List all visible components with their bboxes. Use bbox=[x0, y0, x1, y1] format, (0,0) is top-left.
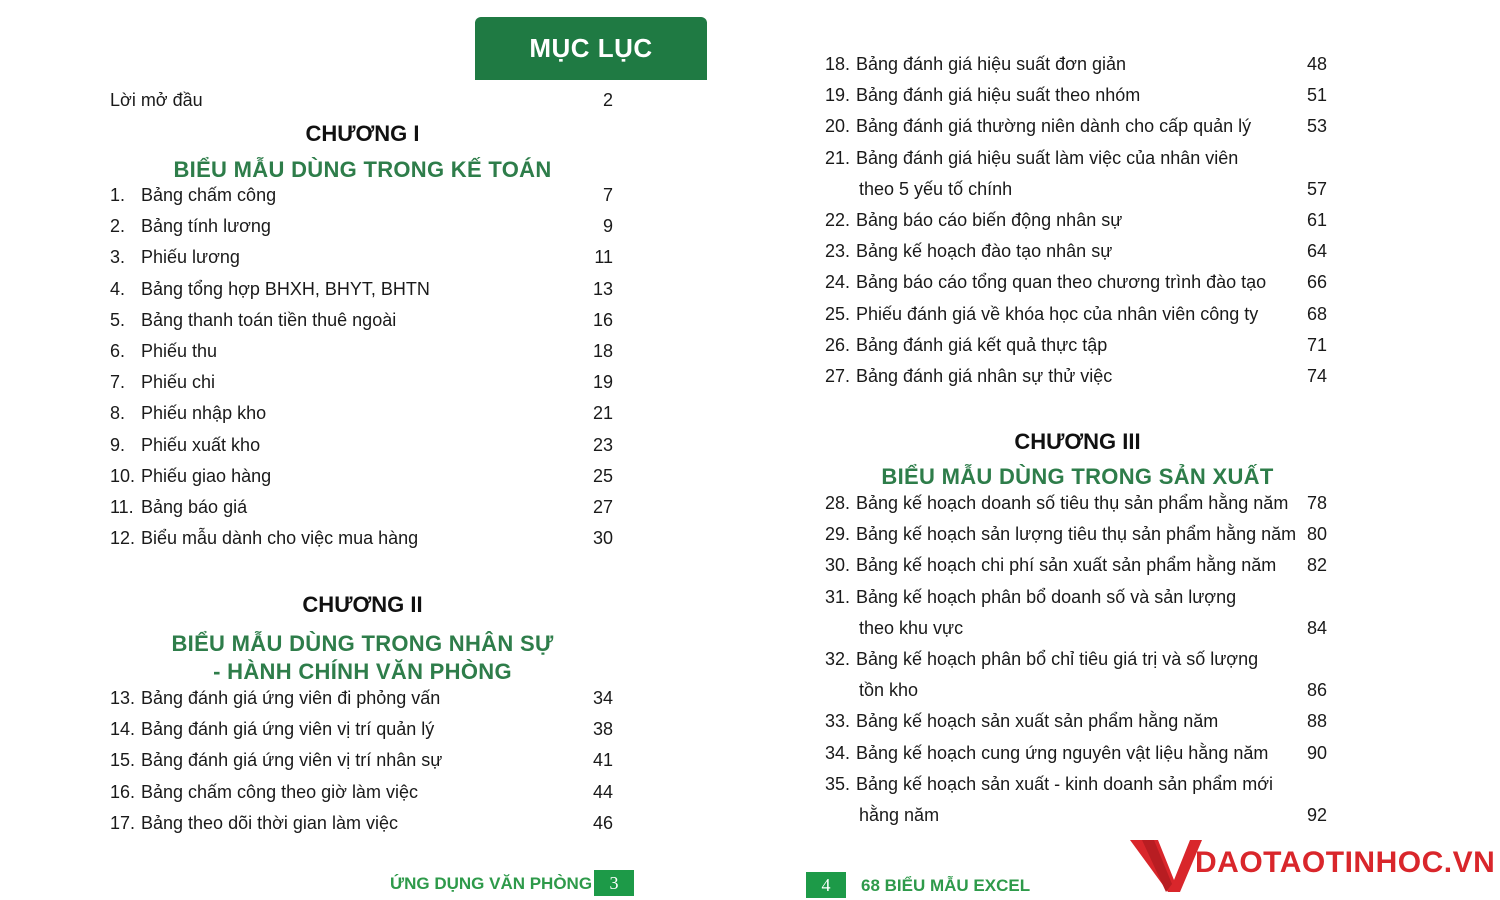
toc-item-page: 27 bbox=[592, 497, 613, 517]
toc-item-page: 61 bbox=[1306, 210, 1327, 230]
toc-item-number: 22. bbox=[825, 210, 851, 230]
toc-item-number: 25. bbox=[825, 303, 851, 324]
toc-item-title: Biểu mẫu dành cho việc mua hàng bbox=[141, 528, 419, 549]
toc-item-title: Bảng kế hoạch doanh số tiêu thụ sản phẩm hằng năm bbox=[856, 493, 1289, 513]
chapter1-subtitle: BIỂU MẪU DÙNG TRONG KẾ TOÁN bbox=[173, 157, 552, 182]
toc-item-title: Bảng kế hoạch chi phí sản xuất sản phẩm hằng năm bbox=[856, 555, 1277, 576]
toc-title: MỤC LỤC bbox=[475, 17, 707, 80]
toc-item-number: 6. bbox=[110, 341, 126, 361]
chapter2-subtitle-line2: - HÀNH CHÍNH VĂN PHÒNG bbox=[213, 659, 512, 684]
toc-item-continuation: theo khu vực bbox=[859, 617, 964, 638]
intro-label: Lời mở đầu bbox=[110, 90, 203, 110]
toc-item-number: 27. bbox=[825, 366, 851, 386]
toc-item-page: 34 bbox=[592, 688, 613, 708]
toc-item-title: Bảng báo cáo tổng quan theo chương trình đào tạo bbox=[856, 272, 1267, 293]
toc-item-number: 35. bbox=[825, 773, 851, 794]
toc-item-page: 38 bbox=[592, 719, 613, 740]
toc-item-page: 18 bbox=[592, 341, 613, 361]
chapter3-heading: CHƯƠNG III bbox=[1014, 429, 1141, 454]
toc-item-title: Bảng đánh giá kết quả thực tập bbox=[856, 334, 1108, 355]
toc-item-page: 68 bbox=[1306, 303, 1327, 324]
toc-item-number: 33. bbox=[825, 711, 851, 732]
toc-item-number: 18. bbox=[825, 54, 851, 74]
toc-item-page: 53 bbox=[1306, 116, 1327, 137]
toc-item-title: Bảng đánh giá hiệu suất làm việc của nhân viên bbox=[856, 147, 1239, 168]
toc-item-page: 9 bbox=[602, 216, 613, 237]
toc-item-title: Bảng tổng hợp BHXH, BHYT, BHTN bbox=[141, 278, 430, 299]
footer-left-text: ỨNG DỤNG VĂN PHÒNG bbox=[390, 874, 593, 893]
toc-item-number: 23. bbox=[825, 241, 851, 262]
chapter2-subtitle-line1: BIỂU MẪU DÙNG TRONG NHÂN SỰ bbox=[171, 631, 554, 656]
toc-item-title: Bảng đánh giá ứng viên vị trí quản lý bbox=[141, 719, 435, 740]
toc-item-title: Bảng báo cáo biến động nhân sự bbox=[856, 210, 1123, 230]
toc-item-page: 19 bbox=[592, 372, 613, 393]
toc-item-page: 41 bbox=[592, 750, 613, 771]
toc-item-title: Bảng đánh giá ứng viên vị trí nhân sự bbox=[141, 750, 443, 771]
toc-item-title: Bảng kế hoạch sản xuất sản phẩm hằng năm bbox=[856, 711, 1219, 732]
toc-item-title: Bảng đánh giá thường niên dành cho cấp quản lý bbox=[856, 116, 1252, 137]
chapter1-heading: CHƯƠNG I bbox=[305, 121, 420, 146]
toc-item-title: Bảng kế hoạch cung ứng nguyên vật liệu hằng năm bbox=[856, 742, 1269, 763]
toc-item-title: Bảng đánh giá nhân sự thử việc bbox=[856, 366, 1113, 386]
toc-item-title: Bảng thanh toán tiền thuê ngoài bbox=[141, 309, 397, 330]
toc-item-page: 48 bbox=[1306, 54, 1327, 74]
toc-item-page: 90 bbox=[1306, 742, 1327, 763]
toc-item-page: 88 bbox=[1306, 711, 1327, 732]
footer-left-page: 3 bbox=[594, 870, 634, 896]
toc-item-page: 84 bbox=[1306, 617, 1327, 638]
logo-text: DAOTAOTINHOC.VN bbox=[1195, 846, 1496, 879]
toc-item-number: 5. bbox=[110, 309, 126, 330]
toc-item-number: 9. bbox=[110, 434, 126, 455]
toc-item-number: 19. bbox=[825, 85, 851, 106]
toc-item-title: Bảng đánh giá hiệu suất đơn giản bbox=[856, 54, 1127, 74]
toc-item-page: 57 bbox=[1306, 178, 1327, 199]
toc-item-title: Bảng tính lương bbox=[141, 216, 271, 237]
toc-item-page: 51 bbox=[1306, 85, 1327, 106]
toc-item-number: 3. bbox=[110, 247, 126, 268]
chapter3-subtitle: BIỂU MẪU DÙNG TRONG SẢN XUẤT bbox=[881, 464, 1274, 489]
footer-right-page: 4 bbox=[806, 872, 846, 898]
toc-item-title: Bảng kế hoạch đào tạo nhân sự bbox=[856, 241, 1113, 262]
toc-item-title: Phiếu đánh giá về khóa học của nhân viên công ty bbox=[856, 303, 1259, 324]
toc-item-page: 21 bbox=[592, 403, 613, 424]
toc-item-number: 16. bbox=[110, 781, 136, 802]
toc-item-number: 2. bbox=[110, 216, 126, 237]
toc-item-number: 24. bbox=[825, 272, 851, 293]
toc-item-number: 10. bbox=[110, 465, 136, 486]
toc-item-title: Phiếu chi bbox=[141, 372, 216, 393]
toc-item-title: Phiếu xuất kho bbox=[141, 434, 261, 455]
toc-item-title: Bảng theo dõi thời gian làm việc bbox=[141, 812, 398, 833]
intro-page: 2 bbox=[602, 90, 613, 110]
toc-item-number: 15. bbox=[110, 750, 136, 771]
toc-item-number: 34. bbox=[825, 742, 851, 763]
toc-item-continuation: hằng năm bbox=[859, 805, 940, 825]
toc-item-number: 20. bbox=[825, 116, 851, 137]
toc-item-page: 46 bbox=[592, 812, 613, 833]
toc-item-page: 11 bbox=[594, 247, 613, 268]
toc-item-number: 32. bbox=[825, 649, 851, 669]
toc-item-page: 16 bbox=[592, 309, 613, 330]
toc-item-title: Phiếu lương bbox=[141, 247, 240, 268]
toc-item-page: 25 bbox=[592, 465, 613, 486]
toc-item-title: Bảng chấm công theo giờ làm việc bbox=[141, 781, 418, 802]
toc-item-title: Bảng kế hoạch phân bổ doanh số và sản lượng bbox=[856, 586, 1237, 607]
toc-item-page: 7 bbox=[602, 185, 613, 205]
toc-item-page: 30 bbox=[592, 528, 613, 549]
toc-item-number: 13. bbox=[110, 688, 136, 708]
toc-item-number: 4. bbox=[110, 278, 126, 299]
toc-item-title: Phiếu nhập kho bbox=[141, 403, 267, 424]
toc-item-title: Bảng chấm công bbox=[141, 185, 277, 205]
toc-item-number: 8. bbox=[110, 403, 126, 424]
toc-item-number: 17. bbox=[110, 812, 136, 833]
toc-item-number: 31. bbox=[825, 586, 851, 607]
toc-item-title: Bảng kế hoạch sản xuất - kinh doanh sản phẩm mới bbox=[856, 773, 1274, 794]
toc-item-number: 1. bbox=[110, 185, 126, 205]
toc-item-title: Bảng đánh giá hiệu suất theo nhóm bbox=[856, 85, 1141, 106]
toc-item-number: 28. bbox=[825, 493, 851, 513]
toc-item-number: 7. bbox=[110, 372, 126, 393]
toc-item-title: Bảng kế hoạch sản lượng tiêu thụ sản phẩm hằng năm bbox=[856, 524, 1297, 545]
toc-item-number: 30. bbox=[825, 555, 851, 576]
toc-item-page: 64 bbox=[1306, 241, 1327, 262]
toc-item-page: 23 bbox=[592, 434, 613, 455]
toc-item-page: 92 bbox=[1306, 805, 1327, 825]
footer-right-text: 68 BIỂU MẪU EXCEL bbox=[861, 876, 1031, 895]
toc-item-number: 21. bbox=[825, 147, 851, 168]
toc-item-number: 11. bbox=[110, 497, 134, 517]
toc-item-title: Phiếu giao hàng bbox=[141, 465, 272, 486]
toc-item-page: 78 bbox=[1306, 493, 1327, 513]
chapter2-heading: CHƯƠNG II bbox=[302, 592, 423, 617]
toc-item-continuation: theo 5 yếu tố chính bbox=[859, 178, 1013, 199]
toc-item-title: Phiếu thu bbox=[141, 341, 218, 361]
toc-item-page: 80 bbox=[1306, 524, 1327, 545]
toc-item-page: 82 bbox=[1306, 555, 1327, 576]
toc-item-page: 71 bbox=[1306, 334, 1327, 355]
toc-item-page: 74 bbox=[1306, 366, 1327, 386]
toc-item-title: Bảng đánh giá ứng viên đi phỏng vấn bbox=[141, 688, 441, 708]
toc-item-number: 12. bbox=[110, 528, 136, 549]
toc-item-page: 86 bbox=[1306, 680, 1327, 701]
right-page bbox=[750, 0, 1500, 900]
toc-item-continuation: tồn kho bbox=[859, 680, 919, 701]
toc-item-number: 26. bbox=[825, 334, 851, 355]
toc-item-page: 66 bbox=[1306, 272, 1327, 293]
toc-item-number: 14. bbox=[110, 719, 136, 740]
toc-item-page: 13 bbox=[592, 278, 613, 299]
toc-item-number: 29. bbox=[825, 524, 851, 545]
toc-item-page: 44 bbox=[592, 781, 613, 802]
toc-item-title: Bảng kế hoạch phân bổ chỉ tiêu giá trị và số lượng bbox=[856, 649, 1259, 669]
toc-item-title: Bảng báo giá bbox=[141, 497, 248, 517]
